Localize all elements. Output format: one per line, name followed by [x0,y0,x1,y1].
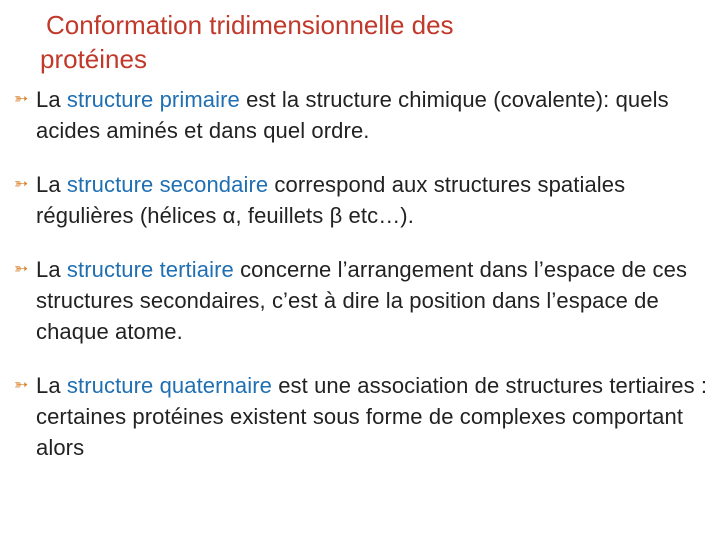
bullet-text [36,254,714,347]
bullet-lead: La [36,87,67,112]
arrow-bullet-icon: ➳ [14,375,29,394]
bullet-lead: La [36,172,67,197]
bullet-body: est une association de structures tertiaires : certaines protéines existent sous forme de complexes comportant alors [36,373,708,460]
bullet-body: correspond aux structures spatiales régulières (hélices α, feuillets β etc…). [36,172,626,228]
bullet-text [36,169,714,231]
bullet-body: est la structure chimique (covalente): quels acides aminés et dans quel ordre. [36,87,669,143]
bullet-text [36,84,714,146]
slide-title-line-2: protéines [40,44,147,74]
bullet-secondary-structure [14,169,714,231]
bullet-term: structure quaternaire [66,373,272,398]
arrow-bullet-icon: ➳ [14,89,29,108]
slide-title [40,8,666,76]
arrow-bullet-icon: ➳ [14,259,29,278]
bullet-body: concerne l’arrangement dans l’espace de ces structures secondaires, c’est à dire la position dans l’espace de chaque atome. [36,257,688,344]
bullet-lead: La [36,373,67,398]
bullet-term: structure tertiaire [66,257,234,282]
slide-title-line-1: Conformation tridimensionnelle des [46,10,454,40]
bullet-term: structure primaire [66,87,240,112]
bullet-tertiary-structure [14,254,714,347]
bullet-primary-structure [14,84,714,146]
bullet-quaternary-structure [14,370,714,463]
bullet-text [36,370,714,463]
bullet-term: structure secondaire [66,172,269,197]
bullet-lead: La [36,257,67,282]
bullet-list [14,84,714,486]
arrow-bullet-icon: ➳ [14,174,29,193]
